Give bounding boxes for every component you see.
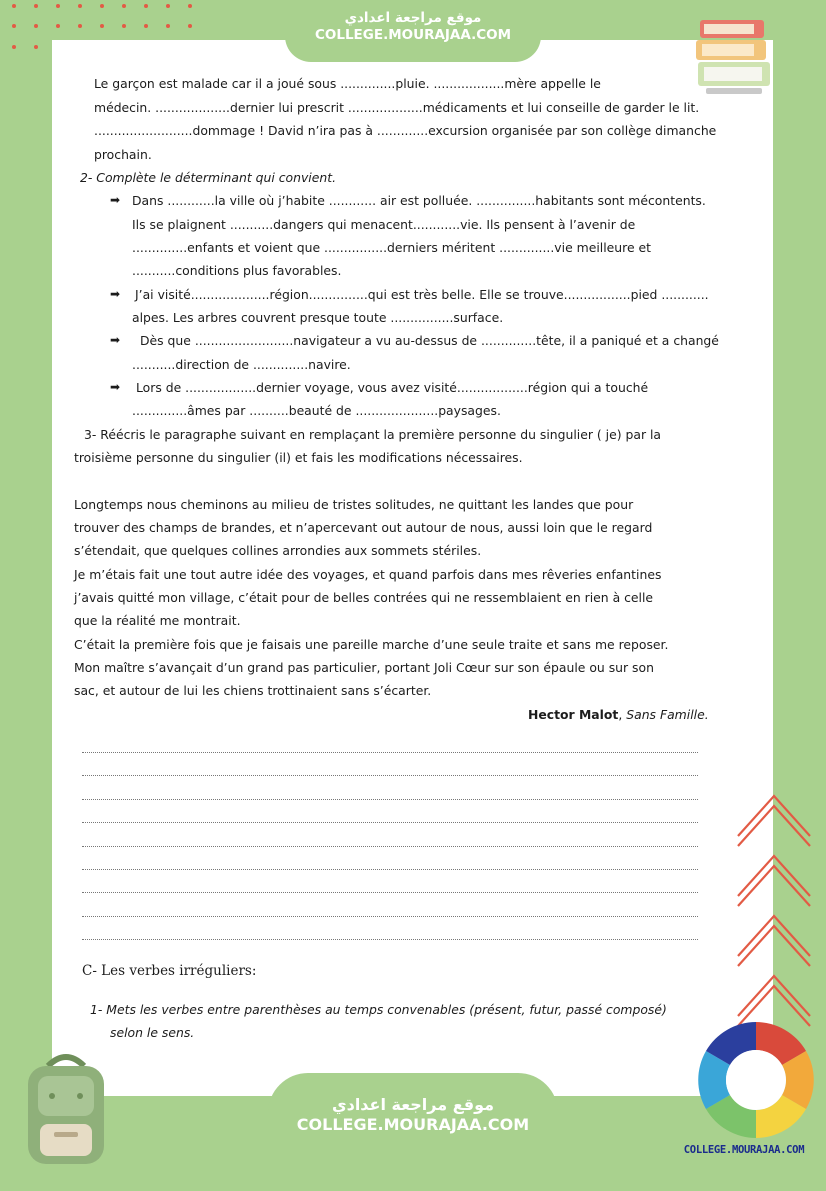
logo-url: COLLEGE.MOURAJAA.COM	[683, 1144, 805, 1156]
citation: Hector Malot, Sans Famille.	[528, 707, 709, 722]
worksheet-content	[52, 40, 773, 1096]
arrow-bullet-icon: ➡	[110, 380, 121, 394]
ex2-line: Dès que .........................navigateur a vu au-dessus de ..............tête, il a paniqué et a changé	[140, 333, 719, 348]
books-icon	[694, 14, 774, 96]
site-name-arabic: موقع مراجعة اعدادي	[331, 1095, 495, 1114]
worksheet-page	[52, 40, 773, 1096]
answer-line[interactable]	[82, 869, 698, 870]
arrow-bullet-icon: ➡	[110, 287, 121, 301]
chevrons-icon	[734, 790, 814, 1040]
site-banner-top[interactable]	[285, 6, 541, 62]
site-name-arabic: موقع مراجعة اعدادي	[344, 10, 482, 26]
ex3-text-line: j’avais quitté mon village, c’était pour de belles contrées qui ne ressemblaient en rien à celle	[74, 590, 654, 605]
ex1-line: prochain.	[94, 147, 152, 162]
ex2-line: Lors de ..................dernier voyage, vous avez visité..................région qui a touché	[136, 380, 649, 395]
ex3-text-line: trouver des champs de brandes, et n’apercevant out autour de nous, aussi loin que le regard	[74, 520, 653, 535]
answer-line[interactable]	[82, 799, 698, 800]
section-c-item: selon le sens.	[110, 1025, 195, 1040]
ex2-line: Dans ............la ville où j’habite ............ air est polluée. ...............habitants sont mécontents.	[132, 193, 706, 208]
answer-line[interactable]	[82, 752, 698, 753]
arrow-bullet-icon: ➡	[110, 333, 121, 347]
citation-author: Hector Malot	[528, 707, 619, 722]
ex1-line: .........................dommage ! David n’ira pas à .............excursion organisée par son collège dimanche	[94, 123, 717, 138]
section-c-title: C- Les verbes irréguliers:	[82, 963, 257, 979]
ex3-instruction: troisième personne du singulier (il) et fais les modifications nécessaires.	[74, 450, 523, 465]
ex2-line: ...........conditions plus favorables.	[132, 263, 342, 278]
ex2-line: alpes. Les arbres couvrent presque toute ................surface.	[132, 310, 504, 325]
answer-line[interactable]	[82, 846, 698, 847]
school-wheel-icon	[696, 1020, 816, 1142]
ex2-line: ..............âmes par ..........beauté de .....................paysages.	[132, 403, 501, 418]
ex3-text-line: Je m’étais fait une tout autre idée des voyages, et quand parfois dans mes rêveries enfantines	[74, 567, 662, 582]
ex2-line: Ils se plaignent ...........dangers qui menacent............vie. Ils pensent à l’avenir de	[132, 217, 636, 232]
answer-line[interactable]	[82, 939, 698, 940]
answer-line[interactable]	[82, 892, 698, 893]
arrow-bullet-icon: ➡	[110, 193, 121, 207]
ex3-text-line: Mon maître s’avançait d’un grand pas particulier, portant Joli Cœur sur son épaule ou sur son	[74, 660, 654, 675]
ex3-text-line: Longtemps nous cheminons au milieu de tristes solitudes, ne quittant les landes que pour	[74, 497, 634, 512]
ex2-line: ..............enfants et voient que ................derniers méritent ..............vie meilleure et	[132, 240, 651, 255]
ex3-text-line: sac, et autour de lui les chiens trottinaient sans s’écarter.	[74, 683, 432, 698]
ex3-text-line: s’étendait, que quelques collines arrondies aux sommets stériles.	[74, 543, 482, 558]
site-url: COLLEGE.MOURAJAA.COM	[296, 1115, 530, 1134]
ex2-title: 2- Complète le déterminant qui convient.	[80, 170, 337, 185]
site-url: COLLEGE.MOURAJAA.COM	[314, 26, 512, 43]
answer-line[interactable]	[82, 822, 698, 823]
ex1-line: Le garçon est malade car il a joué sous ..............pluie. ..................mère appelle le	[94, 76, 601, 91]
section-c-item: 1- Mets les verbes entre parenthèses au temps convenables (présent, futur, passé composé)	[90, 1002, 667, 1017]
ex1-line: médecin. ...................dernier lui prescrit ...................médicaments et lui conseille de garder le lit.	[94, 100, 700, 115]
answer-line[interactable]	[82, 916, 698, 917]
ex2-line: ...........direction de ..............navire.	[132, 357, 351, 372]
ex2-line: J’ai visité....................région...............qui est très belle. Elle se trouve.................pied ............	[135, 287, 709, 302]
ex3-text-line: que la réalité me montrait.	[74, 613, 241, 628]
backpack-icon	[14, 1052, 118, 1169]
ex3-instruction: 3- Réécris le paragraphe suivant en remplaçant la première personne du singulier ( je) par la	[84, 427, 662, 442]
site-banner-bottom[interactable]	[268, 1073, 558, 1191]
answer-line[interactable]	[82, 775, 698, 776]
citation-work: Sans Famille.	[626, 707, 709, 722]
ex3-text-line: C’était la première fois que je faisais une pareille marche d’une seule traite et sans me reposer.	[74, 637, 669, 652]
